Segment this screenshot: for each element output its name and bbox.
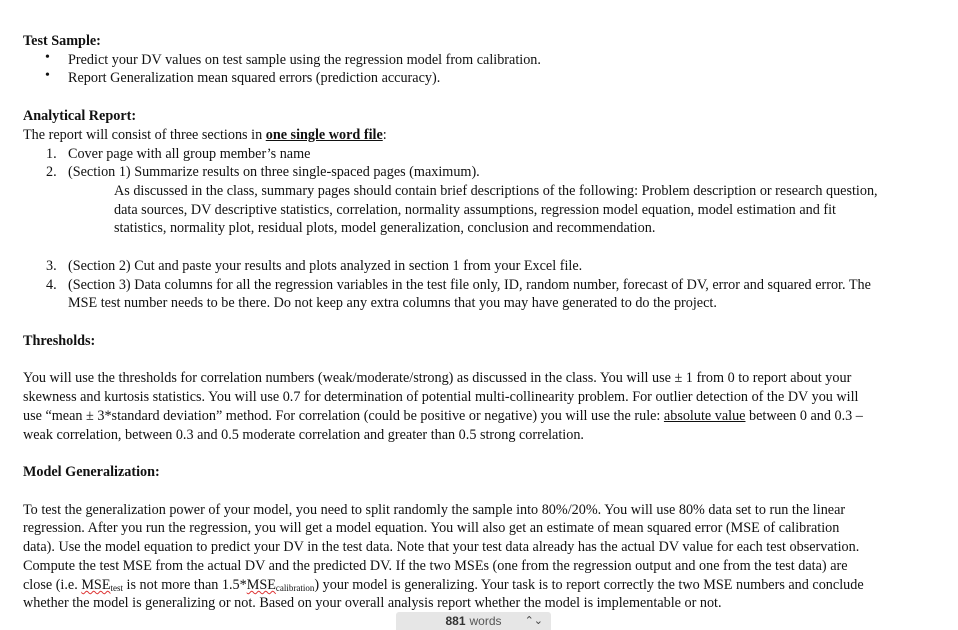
list-item: Cover page with all group member’s name bbox=[68, 146, 311, 162]
generalization-line: regression. After you run the regression, you will get a model equation. You will also get an estimate of mean squared error (MSE of calibration bbox=[23, 520, 840, 536]
chevron-updown-icon[interactable]: ⌃⌄ bbox=[524, 615, 543, 627]
test-sample-heading: Test Sample: bbox=[23, 33, 101, 49]
analytical-report-intro: The report will consist of three sections in one single word file: bbox=[23, 127, 387, 143]
summary-line: data sources, DV descriptive statistics, correlation, normality assumptions, regression model equation, model estimation and fit bbox=[114, 202, 836, 218]
model-generalization-heading: Model Generalization: bbox=[23, 464, 160, 480]
thresholds-line: use “mean ± 3*standard deviation” method. For correlation (could be positive or negative) you will use the rule: absolute value between 0 and 0.3 – bbox=[23, 408, 863, 424]
generalization-line: close (i.e. $MSE_{test}$ is not more than $1.5*MSE_{calibration}$) your model is generalizing. Your task is to report correctly the two MSE numbers and conclude bbox=[23, 577, 864, 593]
list-number: 3. bbox=[46, 258, 57, 274]
generalization-line: To test the generalization power of your model, you need to split randomly the sample into 80%/20%. You will use 80% data set to run the linear bbox=[23, 502, 846, 518]
summary-line: statistics, normality plot, residual plots, model generalization, conclusion and recommendation. bbox=[114, 220, 656, 236]
summary-line: As discussed in the class, summary pages should contain brief descriptions of the following: Problem description or research question, bbox=[114, 183, 878, 199]
bullet-dot: • bbox=[45, 50, 50, 65]
list-item: (Section 2) Cut and paste your results and plots analyzed in section 1 from your Excel file. bbox=[68, 258, 583, 274]
bullet-dot: • bbox=[45, 68, 50, 83]
one-word-file-emphasis: one single word file bbox=[265, 127, 383, 143]
word-count-number: 881 bbox=[445, 614, 466, 628]
thresholds-line: skewness and kurtosis statistics. You will use 0.7 for determination of potential multi-collinearity problem. For outlier detection of the DV you will bbox=[23, 389, 859, 405]
mse-test-term: $MSE_{test}$ bbox=[81, 577, 123, 593]
generalization-line: data). Use the model equation to predict your DV in the test data. Note that your test data already has the actual DV value for each test observation. bbox=[23, 539, 860, 555]
list-number: 2. bbox=[46, 164, 57, 180]
generalization-line: whether the model is generalizing or not. Based on your overall analysis report whether the model is implementable or not. bbox=[23, 595, 722, 611]
absolute-value-link: absolute value bbox=[663, 408, 746, 424]
generalization-line: Compute the test MSE from the actual DV and the predicted DV. If the two MSEs (one from the regression output and one from the test data) are bbox=[23, 558, 848, 574]
list-number: 1. bbox=[46, 146, 57, 162]
list-item: (Section 1) Summarize results on three single-spaced pages (maximum). bbox=[68, 164, 480, 180]
test-sample-bullet: Predict your DV values on test sample using the regression model from calibration. bbox=[68, 52, 541, 68]
word-count-indicator[interactable] bbox=[396, 612, 551, 630]
mse-calibration-term: $MSE_{calibration}$ bbox=[246, 577, 315, 593]
word-count-label: words bbox=[469, 614, 502, 628]
thresholds-line: weak correlation, between 0.3 and 0.5 moderate correlation and greater than 0.5 strong correlation. bbox=[23, 427, 584, 443]
test-sample-bullet: Report Generalization mean squared errors (prediction accuracy). bbox=[68, 70, 441, 86]
thresholds-line: You will use the thresholds for correlation numbers (weak/moderate/strong) as discussed in the class. You will use ± 1 from 0 to report about your bbox=[23, 370, 852, 386]
thresholds-heading: Thresholds: bbox=[23, 333, 96, 349]
analytical-report-heading: Analytical Report: bbox=[23, 108, 137, 124]
list-number: 4. bbox=[46, 277, 57, 293]
list-item: (Section 3) Data columns for all the regression variables in the test file only, ID, random number, forecast of DV, error and squared error. The bbox=[68, 277, 871, 293]
list-item-continued: MSE test number needs to be there. Do not keep any extra columns that you may have generated to do the project. bbox=[68, 295, 717, 311]
